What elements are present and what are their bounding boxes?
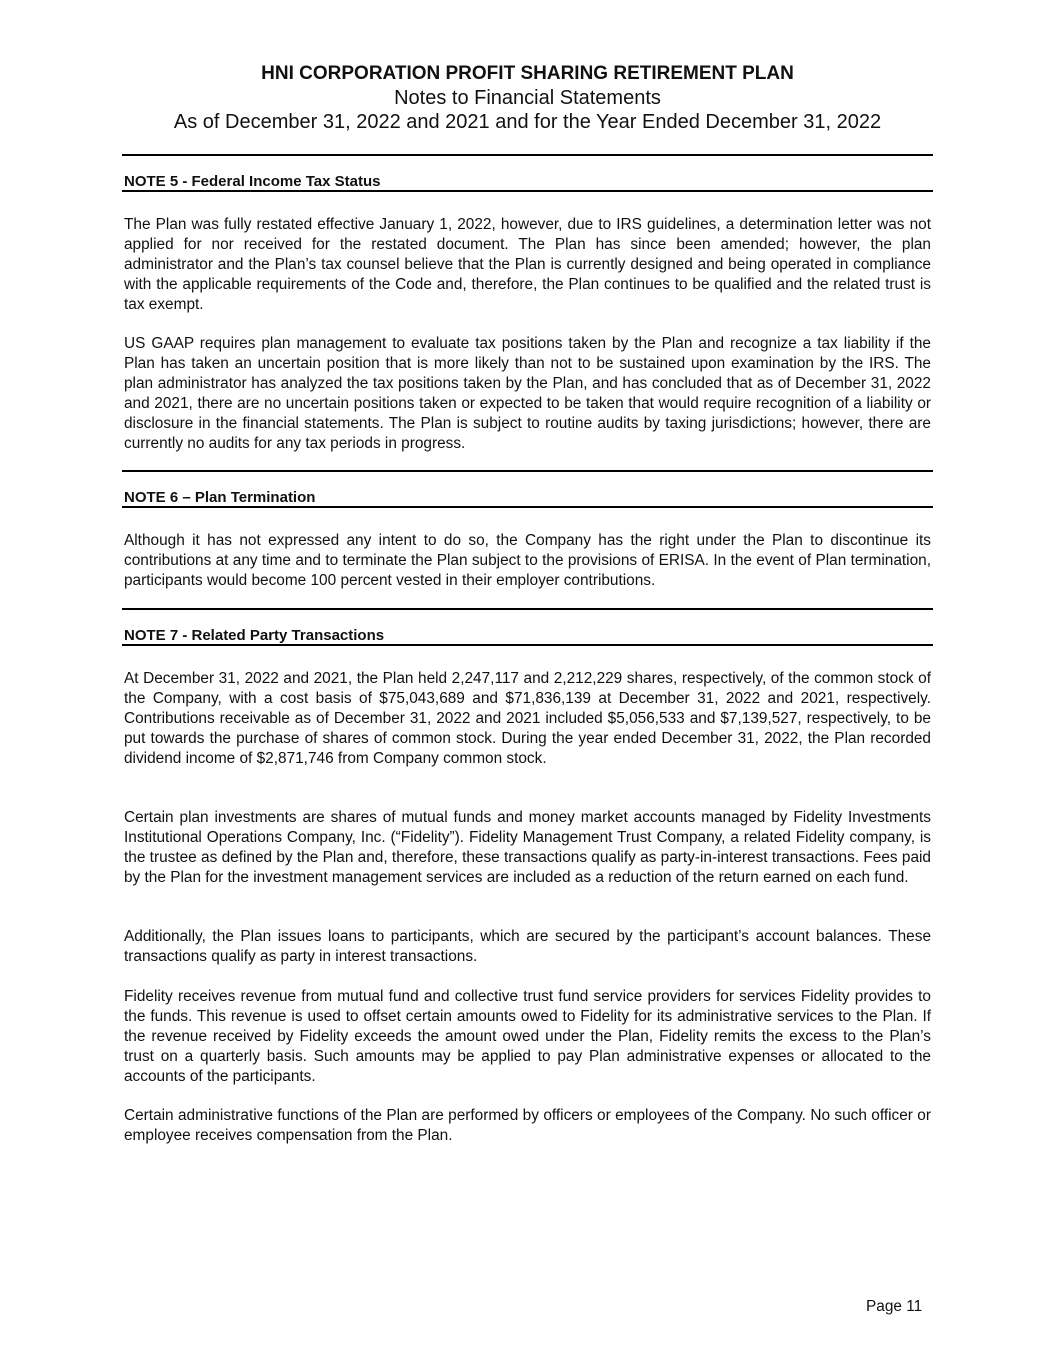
note-5-heading bbox=[124, 173, 380, 191]
page-number: Page 11 bbox=[866, 1298, 923, 1315]
reporting-period: As of December 31, 2022 and 2021 and for the Year Ended December 31, 2022 bbox=[173, 111, 882, 133]
note-7-paragraph: Certain administrative functions of the Plan are performed by officers or employees of the Company. No such officer or employee receives compensation from the Plan. bbox=[124, 1107, 931, 1144]
plan-title: HNI CORPORATION PROFIT SHARING RETIREMENT PLAN bbox=[261, 63, 794, 84]
note-7-paragraph: Fidelity receives revenue from mutual fund and collective trust fund service providers for services Fidelity provides to the funds. This revenue is used to offset certain amounts owed to Fidelity for its administrative services to the Plan. If the revenue received by Fidelity exceeds the amount owed under the Plan, Fidelity remits the excess to the Plan’s trust on a quarterly basis. Such amounts may be applied to pay Plan administrative expenses or allocated to the accounts of the participants. bbox=[124, 988, 931, 1085]
note-7-paragraph: At December 31, 2022 and 2021, the Plan held 2,247,117 and 2,212,229 shares, respectively, of the common stock of the Company, with a cost basis of $75,043,689 and $71,836,139 at December 31, 2022 and 2021, respectively. Contributions receivable as of December 31, 2022 and 2021 included $5,056,533 and $7,139,527, respectively, to be put towards the purchase of shares of common stock. During the year ended December 31, 2022, the Plan recorded dividend income of $2,871,746 from Company common stock. bbox=[124, 670, 931, 767]
section-divider bbox=[122, 154, 933, 156]
note-7-paragraph: Additionally, the Plan issues loans to participants, which are secured by the participant’s account balances. These transactions qualify as party in interest transactions. bbox=[124, 928, 931, 965]
note-6-paragraph: Although it has not expressed any intent to do so, the Company has the right under the Plan to discontinue its contributions at any time and to terminate the Plan subject to the provisions of ERISA. In the event of Plan termination, participants would become 100 percent vested in their employer contributions. bbox=[124, 532, 931, 589]
section-divider bbox=[122, 608, 933, 610]
note-7-paragraph: Certain plan investments are shares of mutual funds and money market accounts managed by Fidelity Investments Institutional Operations Company, Inc. (“Fidelity”). Fidelity Management Trust Company, a related Fidelity company, is the trustee as defined by the Plan and, therefore, these transactions qualify as party-in-interest transactions. Fees paid by the Plan for the investment management services are included as a reduction of the return earned on each fund. bbox=[124, 809, 931, 886]
note-6-heading-text: NOTE 6 – Plan Termination bbox=[124, 489, 316, 506]
heading-underline bbox=[122, 190, 933, 192]
note-5-heading-text: NOTE 5 - Federal Income Tax Status bbox=[124, 173, 381, 190]
note-6-heading bbox=[124, 489, 315, 507]
note-7-heading-text: NOTE 7 - Related Party Transactions bbox=[124, 627, 385, 644]
note-7-heading bbox=[124, 627, 384, 645]
document-subtitle: Notes to Financial Statements bbox=[394, 87, 661, 109]
heading-underline bbox=[122, 506, 933, 508]
heading-underline bbox=[122, 644, 933, 646]
section-divider bbox=[122, 470, 933, 472]
note-5-paragraph: US GAAP requires plan management to evaluate tax positions taken by the Plan and recognize a tax liability if the Plan has taken an uncertain position that is more likely than not to be sustained upon examination by the IRS. The plan administrator has analyzed the tax positions taken by the Plan, and has concluded that as of December 31, 2022 and 2021, there are no uncertain positions taken or expected to be taken that would require recognition of a liability or disclosure in the financial statements. The Plan is subject to routine audits by taxing jurisdictions; however, there are currently no audits for any tax periods in progress. bbox=[124, 335, 931, 452]
note-5-paragraph: The Plan was fully restated effective January 1, 2022, however, due to IRS guidelines, a determination letter was not applied for nor received for the restated document. The Plan has since been amended; however, the plan administrator and the Plan’s tax counsel believe that the Plan is currently designed and being operated in compliance with the applicable requirements of the Code and, therefore, the Plan continues to be qualified and the related trust is tax exempt. bbox=[124, 216, 931, 313]
page-header bbox=[0, 62, 1055, 134]
